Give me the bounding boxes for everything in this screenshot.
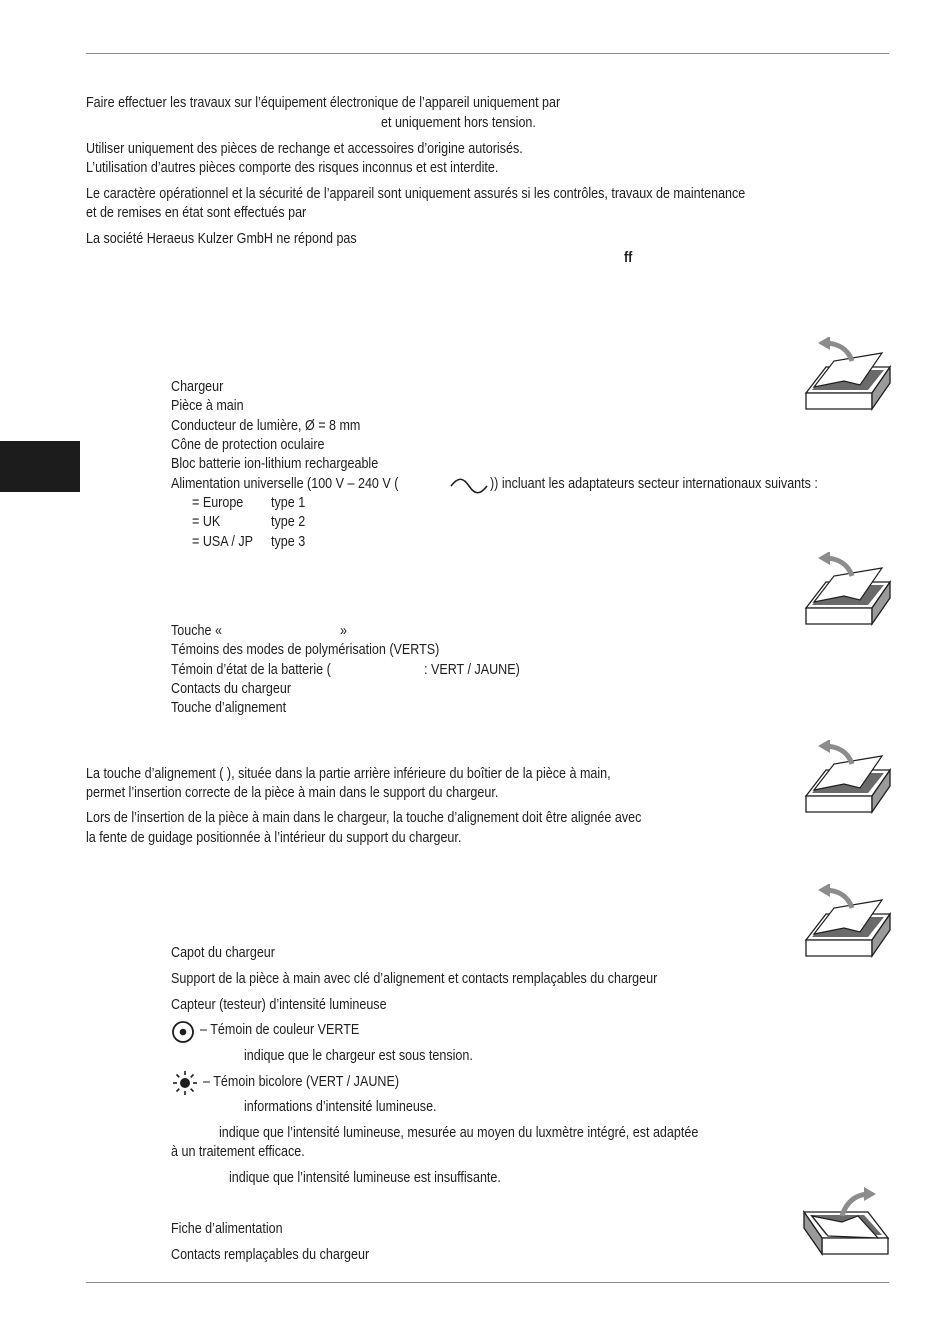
charger-adapted-line1: indique que l’intensité lumineuse, mesurée au moyen du luxmètre intégré, est adaptée	[219, 1125, 699, 1141]
page-turn-icon	[804, 337, 892, 411]
handpiece-mode-leds: Témoins des modes de polymérisation (VERTS)	[171, 642, 440, 658]
adapter-europe-type: type 1	[271, 495, 306, 511]
safety-p4-line1: La société Heraeus Kulzer GmbH ne répond pas	[86, 231, 357, 247]
delivery-item-eye-cone: Cône de protection oculaire	[171, 437, 325, 453]
safety-p2-line1: Utiliser uniquement des pièces de rechange et accessoires d’origine autorisés.	[86, 141, 523, 157]
charger-adapted-line2: à un traitement efficace.	[171, 1144, 305, 1160]
page-turn-icon	[802, 1186, 890, 1264]
adapter-uk-type: type 2	[271, 514, 306, 530]
adapter-usa-type: type 3	[271, 534, 306, 550]
alignment-p1-line1: La touche d’alignement ( ), située dans la partie arrière inférieure du boîtier de la pièce à main,	[86, 766, 611, 782]
delivery-item-charger: Chargeur	[171, 379, 224, 395]
delivery-item-handpiece: Pièce à main	[171, 398, 244, 414]
delivery-power-suffix: )) incluant les adaptateurs secteur internationaux suivants :	[490, 476, 818, 492]
top-rule	[86, 53, 889, 54]
handpiece-charger-contacts: Contacts du chargeur	[171, 681, 292, 697]
handpiece-key-open: Touche «	[171, 623, 222, 639]
safety-p2-line2: L’utilisation d’autres pièces comporte des risques inconnus et est interdite.	[86, 160, 499, 176]
delivery-power-prefix: Alimentation universelle (100 V – 240 V (	[171, 476, 399, 492]
charger-bicolor-desc: informations d’intensité lumineuse.	[244, 1099, 437, 1115]
adapter-europe-name: = Europe	[192, 495, 244, 511]
safety-p3-line2: et de remises en état sont effectués par	[86, 205, 307, 221]
handpiece-key-close: »	[340, 623, 347, 639]
ac-wave-icon	[449, 478, 489, 494]
charger-green-led: – Témoin de couleur VERTE	[200, 1022, 360, 1038]
delivery-item-battery: Bloc batterie ion-lithium rechargeable	[171, 456, 379, 472]
charger-power-plug: Fiche d’alimentation	[171, 1221, 283, 1237]
charger-cover: Capot du chargeur	[171, 945, 275, 961]
safety-p3-line1: Le caractère opérationnel et la sécurité de l’appareil sont uniquement assurés si les contrôles, travaux de maintenance	[86, 186, 746, 202]
handpiece-battery-prefix: Témoin d’état de la batterie (	[171, 662, 331, 678]
safety-p1-line1: Faire effectuer les travaux sur l’équipement électronique de l’appareil uniquement par	[86, 95, 561, 111]
safety-p1-line2: et uniquement hors tension.	[381, 115, 536, 131]
charger-insufficient: indique que l’intensité lumineuse est insuffisante.	[229, 1170, 501, 1186]
charger-bicolor-led: – Témoin bicolore (VERT / JAUNE)	[203, 1074, 399, 1090]
charger-sensor: Capteur (testeur) d’intensité lumineuse	[171, 997, 387, 1013]
power-led-icon	[171, 1020, 195, 1044]
charger-replaceable-contacts: Contacts remplaçables du chargeur	[171, 1247, 370, 1263]
charger-support: Support de la pièce à main avec clé d’alignement et contacts remplaçables du chargeur	[171, 971, 658, 987]
alignment-p1-line2: permet l’insertion correcte de la pièce à main dans le support du chargeur.	[86, 785, 499, 801]
light-led-icon	[171, 1070, 199, 1096]
adapter-usa-name: = USA / JP	[192, 534, 254, 550]
page-turn-icon	[804, 884, 892, 958]
delivery-item-light-guide: Conducteur de lumière, Ø = 8 mm	[171, 418, 361, 434]
alignment-p2-line2: la fente de guidage positionnée à l’intérieur du support du chargeur.	[86, 830, 462, 846]
chapter-tab	[0, 441, 80, 492]
adapter-uk-name: = UK	[192, 514, 221, 530]
handpiece-battery-suffix: : VERT / JAUNE)	[424, 662, 520, 678]
bottom-rule	[86, 1282, 889, 1283]
handpiece-alignment-key: Touche d’alignement	[171, 700, 287, 716]
page-turn-icon	[804, 740, 892, 814]
charger-green-led-desc: indique que le chargeur est sous tension.	[244, 1048, 473, 1064]
alignment-p2-line1: Lors de l’insertion de la pièce à main dans le chargeur, la touche d’alignement doit être alignée avec	[86, 810, 642, 826]
safety-p4-line2: ff	[624, 250, 633, 266]
page-turn-icon	[804, 552, 892, 626]
